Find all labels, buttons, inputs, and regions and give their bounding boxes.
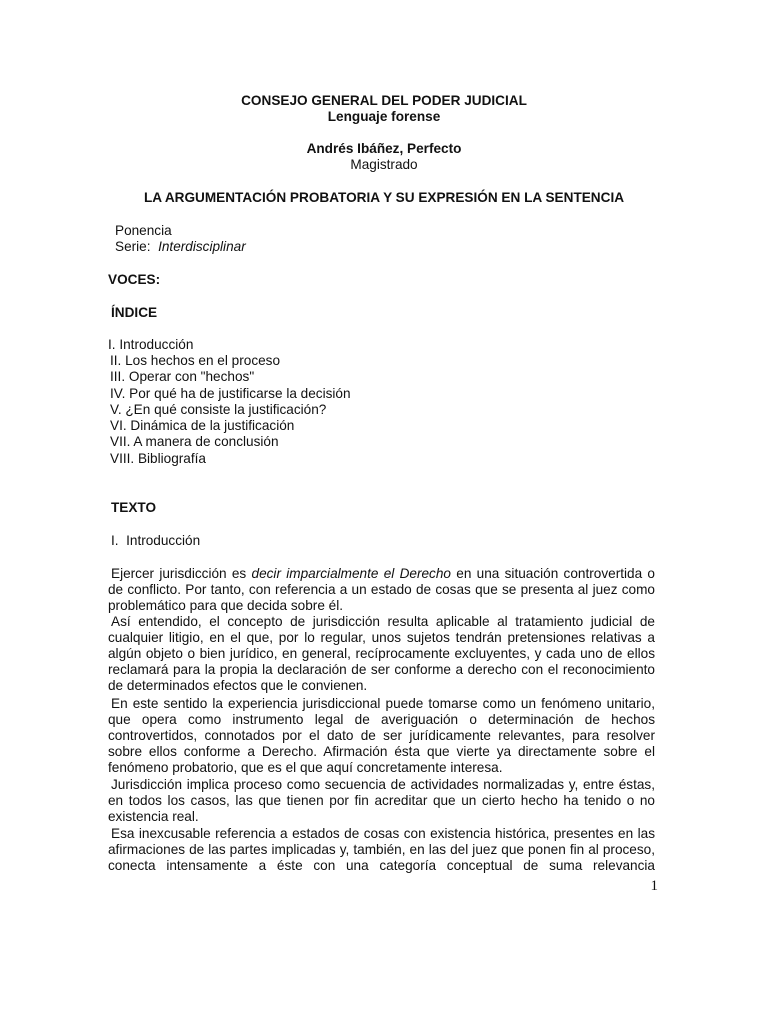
org-heading: CONSEJO GENERAL DEL PODER JUDICIAL [241, 93, 527, 108]
toc-item: VII. A manera de conclusión [110, 434, 279, 449]
paragraph-3: En este sentido la experiencia jurisdiccional puede tomarse como un fenómeno unitario, que opera como instrumento legal de averiguación o determinación de hechos controvertidos, connotados por el dato de ser jurídicamente relevantes, para resolver sobre ellos conforme a Derecho. Afirmación ésta que vierte ya directamente sobre el fenómeno probatorio, que es el que aquí concretamente interesa. [108, 696, 655, 775]
voces-heading: VOCES: [108, 272, 161, 287]
paragraph-1 [108, 566, 655, 614]
page-number: 1 [650, 878, 658, 894]
toc-item: VIII. Bibliografía [110, 451, 206, 466]
toc-item: VI. Dinámica de la justificación [110, 418, 295, 433]
serie-value: Interdisciplinar [158, 239, 246, 254]
serie-label: Serie: [115, 239, 151, 254]
document-subtitle: Lenguaje forense [327, 109, 441, 124]
paragraph-5: Esa inexcusable referencia a estados de cosas con existencia histórica, presentes en las afirmaciones de las partes implicadas y, también, en las del juez que ponen fin al proceso, conecta intensamente a éste con una categoría conceptual de suma relevancia [108, 826, 655, 873]
toc-item: III. Operar con "hechos" [110, 369, 255, 384]
serie-line [115, 239, 246, 254]
ponencia-label: Ponencia [115, 223, 172, 238]
toc-item: V. ¿En qué consiste la justificación? [110, 402, 327, 417]
toc-item: I. Introducción [108, 337, 194, 352]
toc-item: IV. Por qué ha de justificarse la decisión [110, 386, 351, 401]
paragraph-1-body: en una situación controvertida o de conflicto. Por tanto, con referencia a un estado de cosas que se presenta al juez como problemático para que decida sobre él. [108, 566, 655, 613]
indice-heading: ÍNDICE [111, 305, 158, 320]
texto-heading: TEXTO [111, 500, 157, 515]
paragraph-2: Así entendido, el concepto de jurisdicción resulta aplicable al tratamiento judicial de cualquier litigio, en el que, por lo regular, unos sujetos tendrán pretensiones relativas a algún objeto o bien jurídico, en general, recíprocamente excluyentes, y cada uno de ellos reclamará para la propia la declaración de ser conforme a derecho con el reconocimiento de determinados efectos que le convienen. [108, 614, 655, 693]
author-role: Magistrado [350, 157, 418, 172]
paragraph-1-emphasis: decir imparcialmente el Derecho [251, 566, 451, 581]
author-name: Andrés Ibáñez, Perfecto [306, 141, 462, 156]
paragraph-4: Jurisdicción implica proceso como secuencia de actividades normalizadas y, entre éstas, en todos los casos, las que tienen por fin acreditar que un cierto hecho ha tenido o no existencia real. [108, 777, 655, 824]
section-heading: I. Introducción [111, 533, 201, 548]
paragraph-1-lead: Ejercer jurisdicción es [111, 566, 252, 581]
document-title: LA ARGUMENTACIÓN PROBATORIA Y SU EXPRESIÓN EN LA SENTENCIA [143, 190, 625, 205]
toc-item: II. Los hechos en el proceso [110, 353, 281, 368]
